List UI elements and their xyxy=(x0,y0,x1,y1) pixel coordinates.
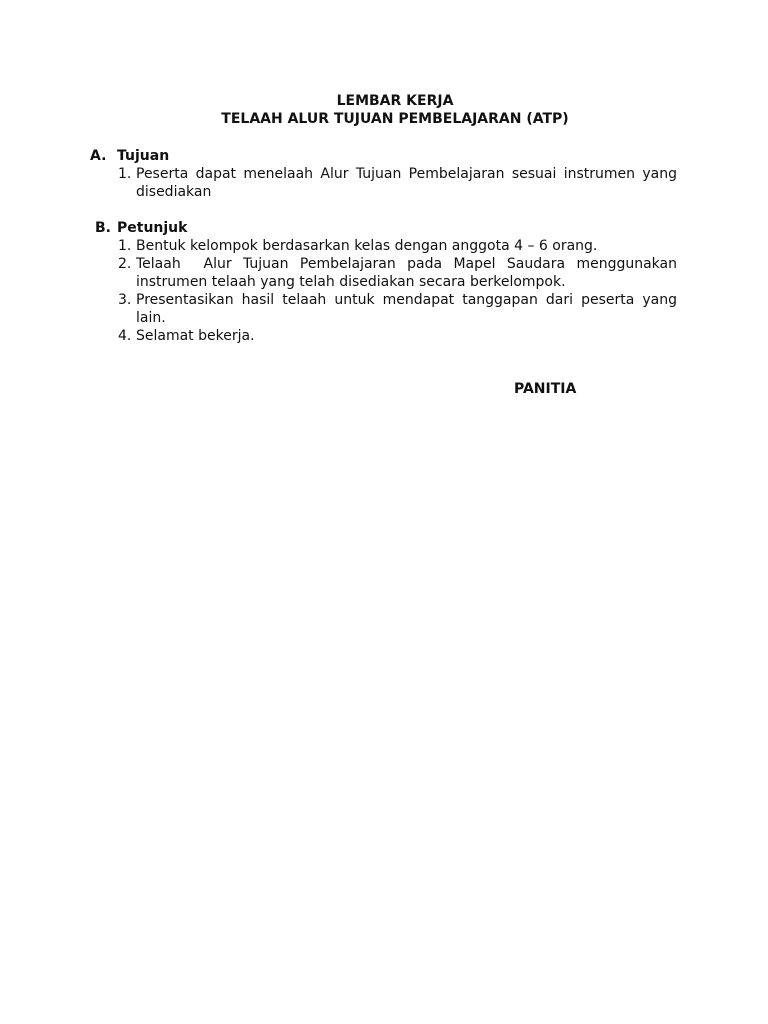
section-b-title: Petunjuk xyxy=(117,220,188,236)
section-b-list xyxy=(110,237,682,345)
section-b-heading xyxy=(95,219,187,237)
section-a-list xyxy=(110,165,677,201)
document-subtitle: TELAAH ALUR TUJUAN PEMBELAJARAN (ATP) xyxy=(221,111,569,127)
list-item xyxy=(110,255,682,291)
list-item-number: 2. xyxy=(118,256,132,272)
list-item-number: 1. xyxy=(118,166,132,182)
section-a-letter: A. xyxy=(90,148,107,164)
list-item xyxy=(110,237,677,255)
list-item xyxy=(110,291,677,327)
list-item-text: Presentasikan hasil telaah untuk mendapat tanggapan dari peserta yang lain. xyxy=(136,292,677,326)
list-item-number: 3. xyxy=(118,292,132,308)
section-b-letter: B. xyxy=(95,220,111,236)
list-item xyxy=(110,327,677,345)
list-item-text: Bentuk kelompok berdasarkan kelas dengan anggota 4 – 6 orang. xyxy=(136,238,598,254)
list-item-text: Telaah Alur Tujuan Pembelajaran pada Mapel Saudara menggunakan instrumen telaah yang telah disediakan secara berkelompok. xyxy=(136,256,682,290)
list-item-text: Peserta dapat menelaah Alur Tujuan Pembelajaran sesuai instrumen yang disediakan xyxy=(136,166,677,200)
list-item-text: Selamat bekerja. xyxy=(136,328,255,344)
list-item xyxy=(110,165,677,201)
list-item-number: 4. xyxy=(118,328,132,344)
list-item-number: 1. xyxy=(118,238,132,254)
signature-label: PANITIA xyxy=(514,381,577,397)
document-title: LEMBAR KERJA xyxy=(336,93,454,109)
section-a-title: Tujuan xyxy=(117,148,170,164)
section-a-heading xyxy=(90,147,169,165)
